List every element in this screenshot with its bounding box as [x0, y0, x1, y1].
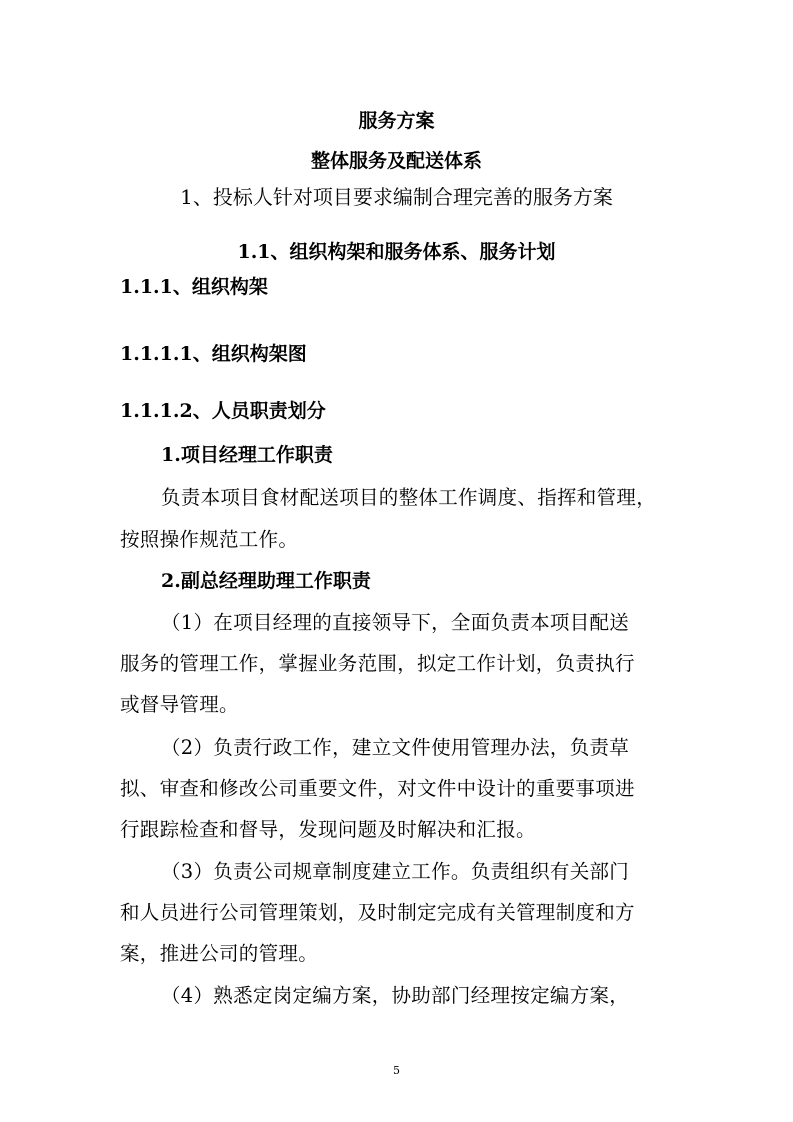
section-1-1-1-heading: 1.1.1、组织构架 [120, 276, 268, 298]
body-line: 服务的管理工作，掌握业务范围，拟定工作计划，负责执行 [120, 652, 635, 675]
body-line: （3）负责公司规章制度建立工作。负责组织有关部门 [161, 860, 630, 883]
section-1-1-1-2-heading: 1.1.1.2、人员职责划分 [120, 400, 326, 422]
section-1-heading: 1、投标人针对项目要求编制合理完善的服务方案 [180, 185, 613, 209]
body-line: （2）负责行政工作，建立文件使用管理办法，负责草 [161, 736, 630, 759]
section-1-1-1-1-heading: 1.1.1.1、组织构架图 [120, 343, 307, 365]
document-subtitle: 整体服务及配送体系 [310, 150, 482, 172]
body-line: （4）熟悉定岗定编方案，协助部门经理按定编方案， [161, 984, 630, 1007]
document-title: 服务方案 [358, 110, 435, 132]
item-2-heading: 2.副总经理助理工作职责 [161, 570, 371, 592]
item-1-heading: 1.项目经理工作职责 [161, 444, 333, 466]
body-line: 或督导管理。 [120, 693, 239, 716]
body-line: 和人员进行公司管理策划，及时制定完成有关管理制度和方 [120, 901, 635, 924]
section-1-1-heading: 1.1、组织构架和服务体系、服务计划 [237, 241, 556, 263]
body-line: 案，推进公司的管理。 [120, 942, 319, 965]
page-number: 5 [393, 1064, 400, 1077]
body-line: 负责本项目食材配送项目的整体工作调度、指挥和管理， [161, 486, 657, 509]
body-line: 拟、审查和修改公司重要文件，对文件中设计的重要事项进 [120, 777, 635, 800]
body-line: 行跟踪检查和督导，发现问题及时解决和汇报。 [120, 818, 536, 841]
body-line: （1）在项目经理的直接领导下，全面负责本项目配送 [161, 611, 630, 634]
body-line: 按照操作规范工作。 [120, 528, 299, 551]
